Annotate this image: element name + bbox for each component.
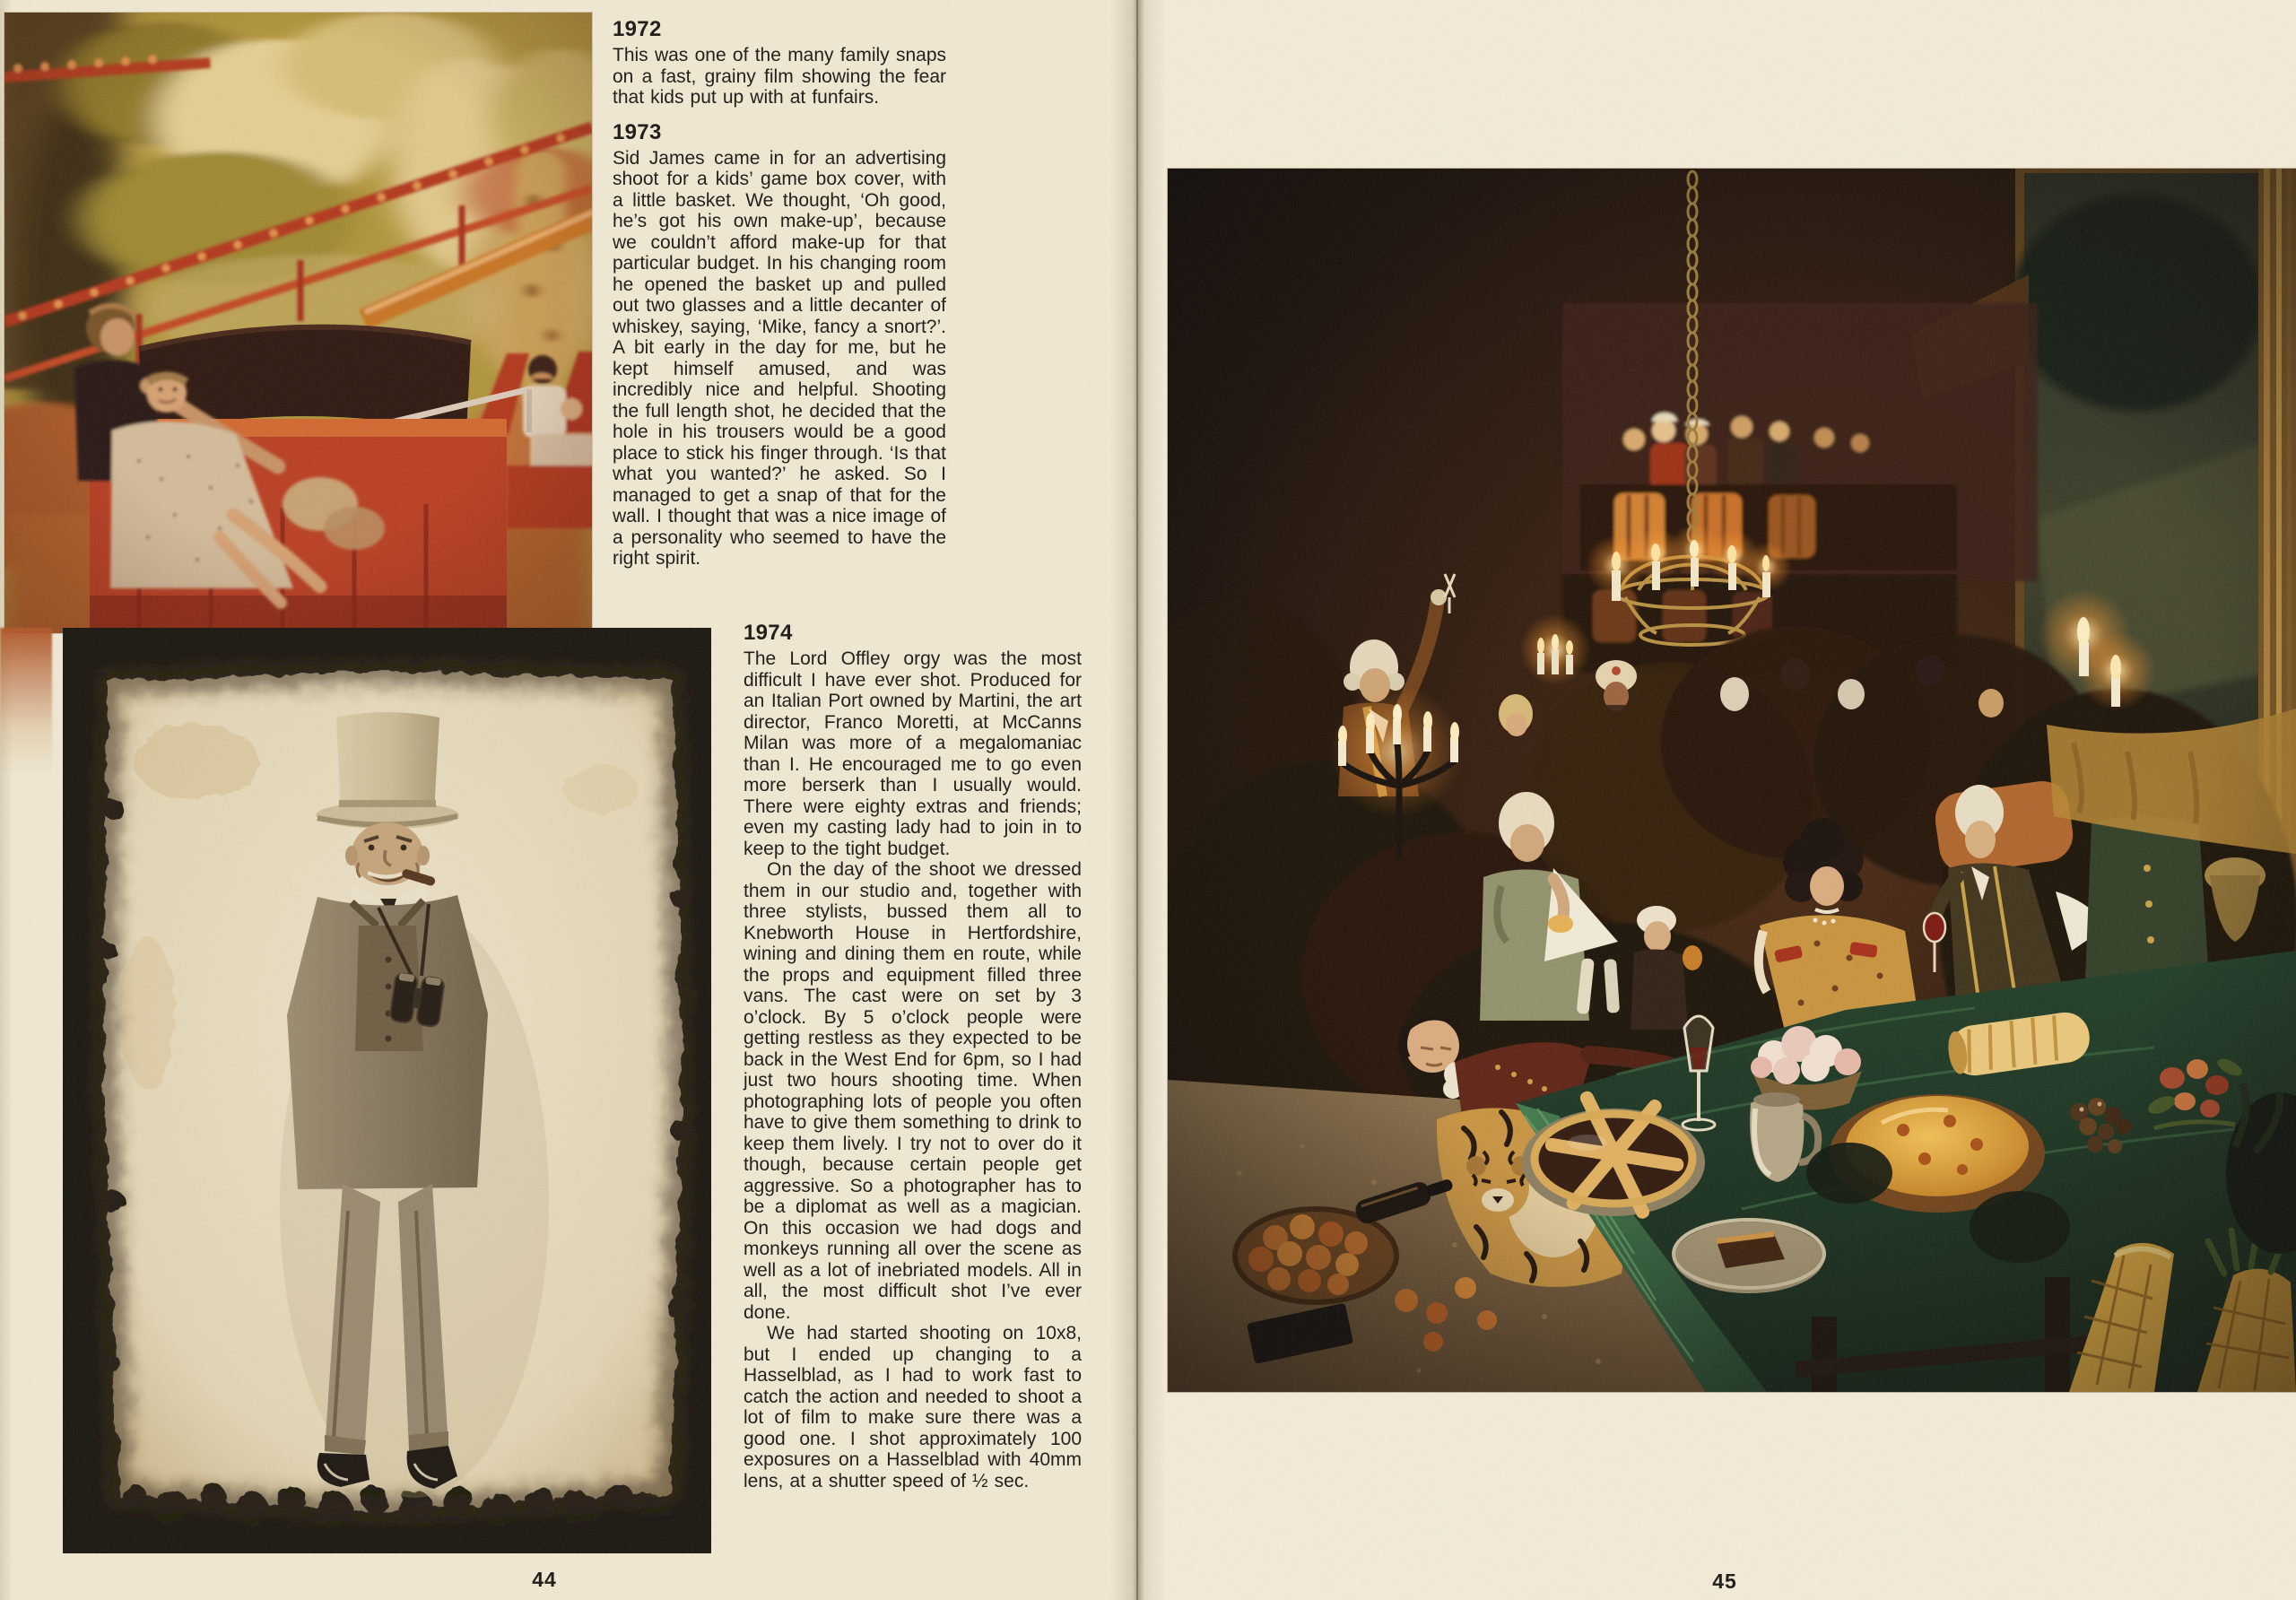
banquet-art	[1168, 169, 2296, 1392]
paragraph-1973: Sid James came in for an advertising shoot for a kids’ game box cover, with a little basket. We thought, ‘Oh good, he’s got his own make-up’, because we couldn’t afford make-up for that particular budget. In his changing room he opened the basket up and pulled out two glasses and a little decanter of whiskey, saying, ‘Mike, fancy a snort?’. A bit early in the day for me, but he kept himself amused, and was incredibly nice and helpful. Shooting the full length shot, he decided that the hole in his trousers would be a good place to stick his finger through. ‘Is that what you wanted?’ he asked. So I managed to get a snap of that for the wall. I thought that was a nice image of a personality who seemed to have the right spirit.	[613, 147, 946, 569]
page-number-left: 44	[532, 1568, 557, 1591]
year-heading-1972: 1972	[613, 17, 662, 41]
gutter-shadow	[1110, 0, 1166, 1600]
paragraph-1974-b: On the day of the shoot we dressed them in our studio and, together with three stylists, bussed them all to Knebworth House in Hertfordshire, wining and dining them en route, while the props and equipment filled three vans. The cast were on set by 3 o’clock. By 5 o’clock people were getting restless as they expected to be back in the West End for 6pm, so I had just two hours shooting time. When photographing lots of people you often have to give them something to drink to keep them lively. I try not to over do it though, because certain people get aggressive. So a photographer has to be a diplomat as well as a magician. On this occasion we had dogs and monkeys running all over the scene as well as a lot of inebriated models. All in all, the most difficult shot I’ve ever done.	[744, 859, 1082, 1323]
year-heading-1974: 1974	[744, 621, 793, 645]
banquet-photo	[1168, 169, 2296, 1392]
text-column-1972-1973	[613, 18, 946, 570]
gutter-crease	[1136, 0, 1138, 1600]
paragraph-1974-c: We had started shooting on 10x8, but I ended up changing to a Hasselblad, as I had to work fast to catch the action and needed to shoot a lot of film to make sure there was a good one. I shot approximately 100 exposures on a Hasselblad with 40mm lens, at a shutter speed of ½ sec.	[744, 1323, 1082, 1491]
year-heading-1973: 1973	[613, 119, 662, 144]
funfair-photo-art	[4, 13, 592, 633]
paragraph-1974-a: The Lord Offley orgy was the most difficult I have ever shot. Produced for an Italian Port owned by Martini, the art director, Franco Moretti, at McCanns Milan was more of a megalomaniac than I. He encouraged me to go even more berserk than I usually would. There were eighty extras and friends; even my casting lady had to join in to keep to the tight budget.	[744, 648, 1082, 859]
sid-james-portrait-photo	[63, 628, 711, 1553]
paragraph-1972: This was one of the many family snaps on a fast, grainy film showing the fear that kids put up with at funfairs.	[613, 45, 946, 108]
funfair-photo-torn-edge	[0, 628, 52, 773]
page-number-right: 45	[1712, 1570, 1737, 1593]
text-column-1974	[744, 622, 1082, 1491]
funfair-photo	[4, 13, 592, 633]
portrait-art	[63, 628, 711, 1553]
